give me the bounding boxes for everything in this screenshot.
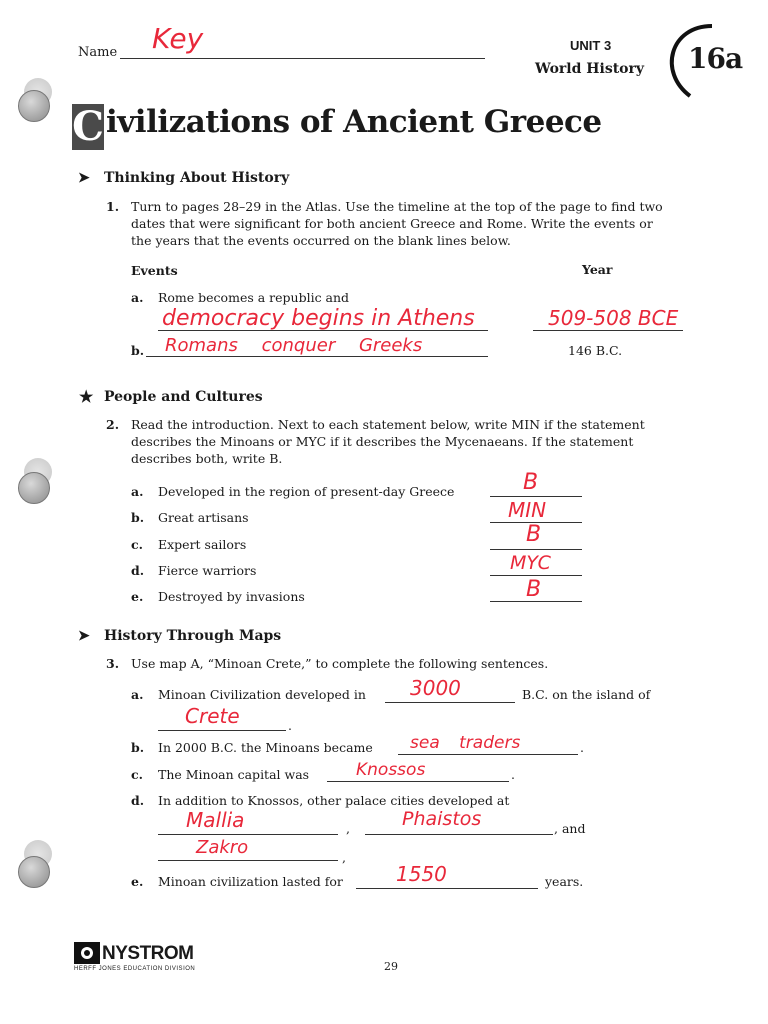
q3b-label: b. [131,740,145,755]
q1-line: the years that the events occurred on the blank lines below. [131,233,511,248]
q3e-answer: 1550 [396,862,447,886]
q3a-text1: Minoan Civilization developed in [158,687,366,702]
q3b-end: . [580,740,584,755]
year-header: Year [582,262,613,277]
q2a-label: a. [131,484,144,499]
q3a-end: . [288,718,292,733]
subject-label: World History [535,61,645,77]
q2a-answer: B [523,470,539,495]
name-value: Key [152,22,204,55]
q2-line: describes the Minoans or MYC if it describes the Mycenaeans. If the statement [131,434,634,449]
section-arrow-icon: ➤ [78,170,90,186]
punch-hole [18,90,50,122]
q3a-answer2: Crete [185,704,240,728]
punch-hole [18,856,50,888]
q1b-label: b. [131,343,145,358]
q2e-label: e. [131,589,144,604]
q1a-answer: democracy begins in Athens [162,306,475,331]
section-arrow-icon: ➤ [78,628,90,644]
unit-badge: 16a [688,42,743,75]
section1-heading: Thinking About History [104,170,290,186]
q3b-answer: sea traders [410,733,521,753]
q1a-text: Rome becomes a republic and [158,290,350,305]
publisher-logo: NYSTROM [102,943,194,964]
q3d-answer3: Zakro [196,837,249,858]
q2b-label: b. [131,510,145,525]
page-number: 29 [384,960,398,973]
section2-heading: People and Cultures [104,389,263,405]
nystrom-logo-icon [74,942,100,964]
q3d-line1 [158,822,338,835]
q3-text: Use map A, “Minoan Crete,” to complete the following sentences. [131,656,549,671]
q2e-text: Destroyed by invasions [158,589,305,604]
unit-label: UNIT 3 [570,38,612,53]
name-label: Name [78,45,118,60]
q2-line: Read the introduction. Next to each statement below, write MIN if the statement [131,417,645,432]
q2e-answer: B [526,577,542,602]
q2b-answer: MIN [508,498,547,522]
q3d-answer1: Mallia [186,808,245,832]
q3e-end: years. [545,874,584,889]
q3a-text2: B.C. on the island of [522,687,651,702]
q3e-line [356,876,538,889]
q2d-text: Fierce warriors [158,563,257,578]
q1a-year: 509-508 BCE [548,306,679,330]
q3c-label: c. [131,767,143,782]
q2c-answer: B [526,522,542,547]
q2c-text: Expert sailors [158,537,247,552]
page-title: ivilizations of Ancient Greece [106,104,602,140]
q3b-text: In 2000 B.C. the Minoans became [158,740,373,755]
q3e-label: e. [131,874,144,889]
q3a-label: a. [131,687,144,702]
q3e-text: Minoan civilization lasted for [158,874,343,889]
q2d-answer: MYC [510,552,551,574]
q1a-label: a. [131,290,144,305]
q3d-label: d. [131,793,145,808]
publisher-line: HERFF JONES EDUCATION DIVISION [74,966,196,972]
q3d-and: , and [554,821,586,836]
q1-line: dates that were significant for both ancient Greece and Rome. Write the events or [131,216,653,231]
q2-line: describes both, write B. [131,451,283,466]
q2d-label: d. [131,563,145,578]
q3a-answer1: 3000 [410,676,461,700]
q3c-answer: Knossos [356,760,426,780]
q3c-text: The Minoan capital was [158,767,310,782]
events-header: Events [131,263,178,278]
q3d-text: In addition to Knossos, other palace cities developed at [158,793,510,808]
q3-number: 3. [106,656,120,671]
title-dropcap: C [72,103,104,150]
q1b-year: 146 B.C. [568,343,623,358]
q2b-text: Great artisans [158,510,249,525]
section3-heading: History Through Maps [104,628,282,644]
q1b-answer: Romans conquer Greeks [165,335,423,356]
q2a-text: Developed in the region of present-day Greece [158,484,455,499]
q2-number: 2. [106,417,120,432]
q3d-answer2: Phaistos [402,808,482,830]
q2c-label: c. [131,537,143,552]
q3c-end: . [511,767,515,782]
q3d-comma2: , [342,850,346,865]
star-icon: ★ [79,387,94,406]
q1-number: 1. [106,199,120,214]
q1-line: Turn to pages 28–29 in the Atlas. Use the timeline at the top of the page to find two [131,199,663,214]
punch-hole [18,472,50,504]
q3d-comma1: , [346,821,350,836]
